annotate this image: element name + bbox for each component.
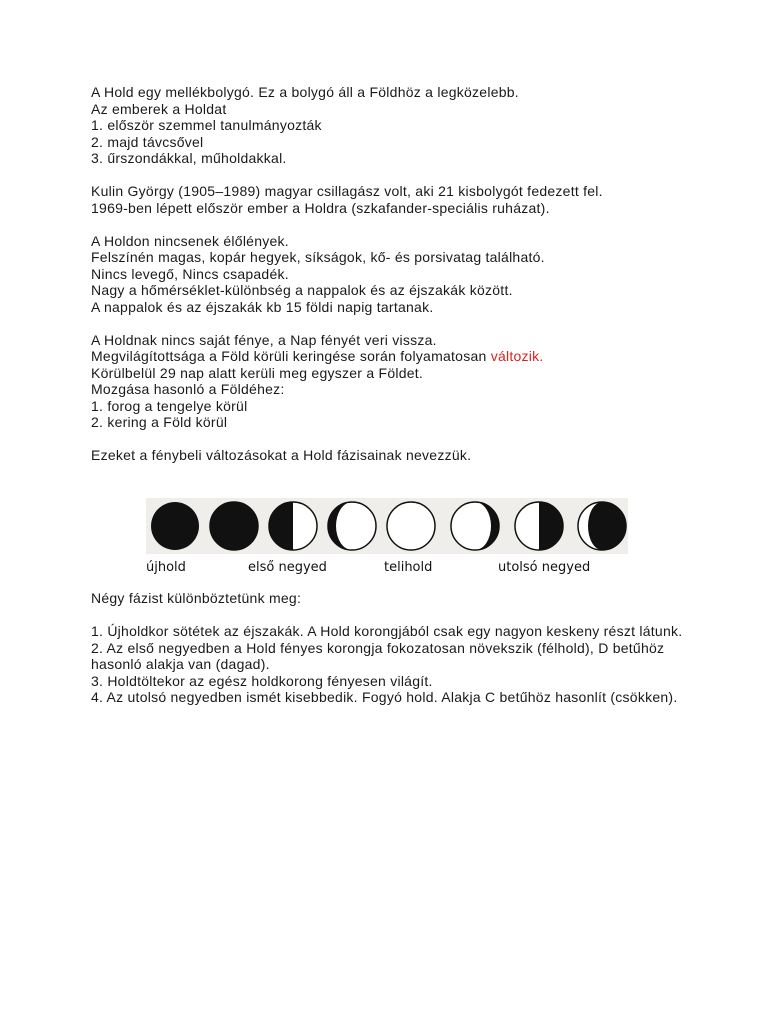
first-quarter-icon [269, 502, 317, 550]
moon-phases-svg [146, 498, 628, 554]
text-line: Ezeket a fénybeli változásokat a Hold fázisainak nevezzük. [91, 447, 472, 463]
paragraph-spacer [91, 167, 691, 184]
document-body [91, 84, 691, 464]
paragraph-spacer [91, 431, 691, 448]
text-line: Mozgása hasonló a Földéhez: [91, 381, 285, 397]
full-moon-icon [387, 502, 435, 550]
text-line: Négy fázist különböztetünk meg: [91, 590, 302, 606]
moon-phases-figure [146, 498, 628, 582]
paragraph-history [91, 183, 691, 216]
last-quarter-icon [515, 502, 563, 550]
text-line: Nagy a hőmérséklet-különbség a nappalok és az éjszakák között. [91, 282, 513, 298]
label-full-moon: telihold [384, 560, 433, 575]
paragraph-surface [91, 233, 691, 316]
text-fragment: Megvilágítottsága a Föld körüli keringése során folyamatosan [91, 348, 491, 364]
label-new-moon: újhold [146, 560, 186, 575]
paragraph-light [91, 332, 691, 431]
moon-phases-strip [146, 498, 628, 554]
label-last-quarter: utolsó negyed [498, 560, 591, 575]
paragraph-spacer [91, 315, 691, 332]
paragraph-intro [91, 84, 691, 167]
text-line-with-highlight [91, 348, 691, 365]
list-item: 4. Az utolsó negyedben ismét kisebbedik. Fogyó hold. Alakja C betűhöz hasonlít (csökken). [91, 689, 678, 705]
text-line: 1. először szemmel tanulmányozták [91, 117, 322, 133]
text-line: A Hold egy mellékbolygó. Ez a bolygó áll a Földhöz a legközelebb. [91, 84, 519, 100]
text-line: 3. űrszondákkal, műholdakkal. [91, 150, 287, 166]
document-body-lower [91, 590, 691, 706]
text-line: Az emberek a Holdat [91, 100, 227, 117]
new-moon-icon [151, 502, 199, 550]
list-item: 2. Az első negyedben a Hold fényes korongja fokozatosan növekszik (félhold), D betűhöz hasonló alakja van (dagad). [91, 639, 665, 672]
paragraph-spacer [91, 216, 691, 233]
text-line: 2. kering a Föld körül [91, 414, 228, 430]
waxing-crescent-icon [210, 502, 258, 550]
text-line: Kulin György (1905–1989) magyar csillagász volt, aki 21 kisbolygót fedezett fel. [91, 183, 603, 199]
text-line: Nincs levegő, Nincs csapadék. [91, 265, 289, 282]
phases-list [91, 623, 691, 706]
text-line: 2. majd távcsővel [91, 133, 204, 150]
text-line: A Holdnak nincs saját fénye, a Nap fényét veri vissza. [91, 331, 437, 348]
text-line: A nappalok és az éjszakák kb 15 földi napig tartanak. [91, 298, 434, 315]
text-line: 1. forog a tengelye körül [91, 397, 248, 414]
waning-crescent-icon [578, 502, 626, 550]
paragraph-phases-intro [91, 447, 691, 464]
list-item: 3. Holdtöltekor az egész holdkorong fényesen világít. [91, 672, 433, 689]
waxing-gibbous-icon [328, 502, 376, 550]
paragraph-phases-count [91, 590, 691, 607]
text-line: Felszínén magas, kopár hegyek, síkságok, kő- és porsivatag található. [91, 249, 545, 265]
text-line: Körülbelül 29 nap alatt kerüli meg egyszer a Földet. [91, 364, 424, 381]
list-item: 1. Újholdkor sötétek az éjszakák. A Hold korongjából csak egy nagyon keskeny részt látunk. [91, 623, 683, 639]
paragraph-spacer [91, 607, 691, 624]
waning-gibbous-icon [451, 502, 499, 550]
text-line: 1969-ben lépett először ember a Holdra (szkafander-speciális ruházat). [91, 199, 550, 216]
label-first-quarter: első negyed [248, 560, 327, 575]
moon-phase-labels [146, 560, 628, 578]
text-line: A Holdon nincsenek élőlények. [91, 232, 289, 249]
highlighted-word: változik. [490, 348, 544, 364]
